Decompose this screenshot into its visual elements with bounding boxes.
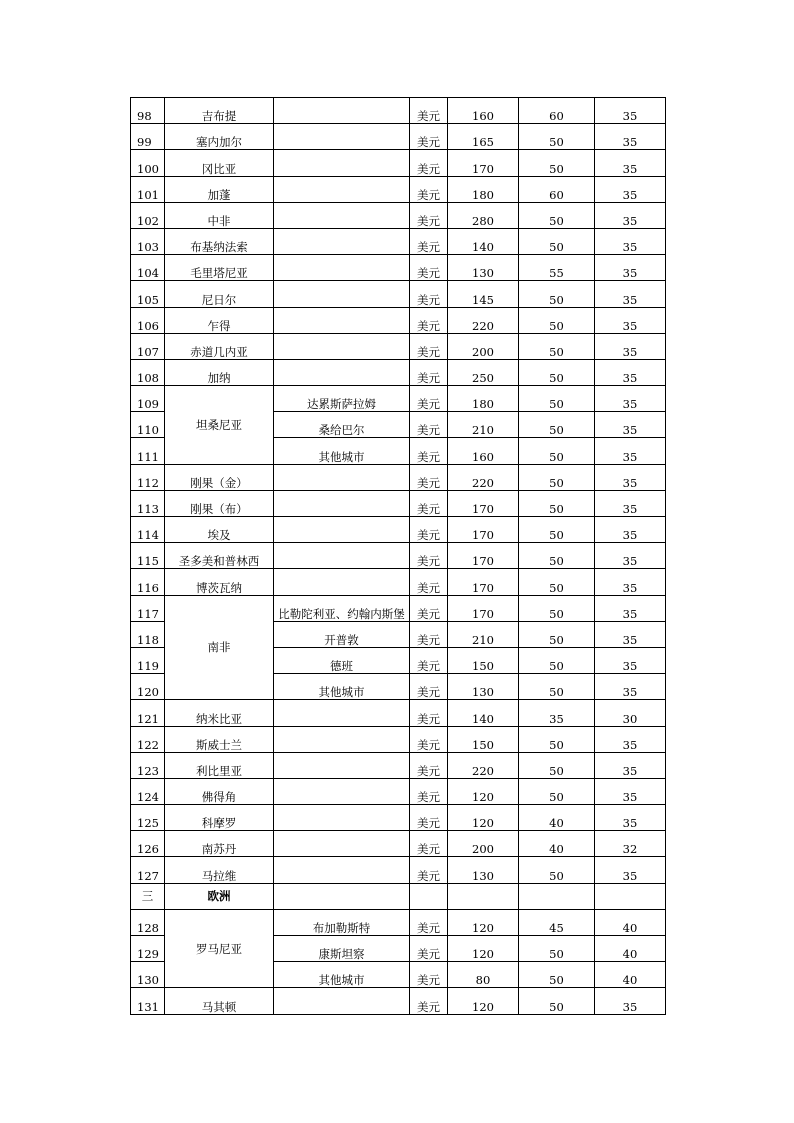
city-cell: [274, 281, 410, 307]
misc-allowance-cell: 32: [595, 831, 666, 857]
accommodation-cell: 120: [448, 909, 519, 935]
food-allowance-cell: 60: [519, 98, 595, 124]
table-row: [131, 98, 666, 124]
row-number-cell: 127: [131, 857, 165, 883]
row-number-cell: 118: [131, 621, 165, 647]
currency-cell: 美元: [410, 857, 448, 883]
accommodation-cell: 160: [448, 438, 519, 464]
city-cell: 其他城市: [274, 962, 410, 988]
city-cell: [274, 752, 410, 778]
city-cell: 德班: [274, 647, 410, 673]
country-cell: 博茨瓦纳: [165, 569, 274, 595]
country-cell: 利比里亚: [165, 752, 274, 778]
row-number-cell: 125: [131, 805, 165, 831]
country-cell: 圣多美和普林西: [165, 543, 274, 569]
food-allowance-cell: 50: [519, 333, 595, 359]
accommodation-cell: 120: [448, 805, 519, 831]
city-cell: [274, 490, 410, 516]
table-row: [131, 307, 666, 333]
country-cell: 赤道几内亚: [165, 333, 274, 359]
city-cell: 康斯坦察: [274, 936, 410, 962]
misc-allowance-cell: 35: [595, 98, 666, 124]
city-cell: [274, 98, 410, 124]
currency-cell: 美元: [410, 962, 448, 988]
row-number-cell: 120: [131, 674, 165, 700]
row-number-cell: 122: [131, 726, 165, 752]
table-row: [131, 909, 666, 935]
food-allowance-cell: 50: [519, 124, 595, 150]
currency-cell: 美元: [410, 517, 448, 543]
row-number-cell: 129: [131, 936, 165, 962]
city-cell: [274, 228, 410, 254]
country-cell: 南非: [165, 595, 274, 700]
row-number-cell: 106: [131, 307, 165, 333]
misc-allowance-cell: 40: [595, 962, 666, 988]
empty-cell: [274, 883, 410, 909]
misc-allowance-cell: 35: [595, 464, 666, 490]
empty-cell: [448, 883, 519, 909]
currency-cell: 美元: [410, 726, 448, 752]
misc-allowance-cell: 35: [595, 228, 666, 254]
country-cell: 塞内加尔: [165, 124, 274, 150]
country-cell: 纳米比亚: [165, 700, 274, 726]
food-allowance-cell: 50: [519, 386, 595, 412]
misc-allowance-cell: 35: [595, 857, 666, 883]
city-cell: [274, 857, 410, 883]
food-allowance-cell: 50: [519, 517, 595, 543]
currency-cell: 美元: [410, 621, 448, 647]
row-number-cell: 114: [131, 517, 165, 543]
misc-allowance-cell: 35: [595, 281, 666, 307]
row-number-cell: 113: [131, 490, 165, 516]
table-row: [131, 176, 666, 202]
currency-cell: 美元: [410, 438, 448, 464]
food-allowance-cell: 40: [519, 805, 595, 831]
food-allowance-cell: 55: [519, 255, 595, 281]
city-cell: 达累斯萨拉姆: [274, 386, 410, 412]
misc-allowance-cell: 35: [595, 202, 666, 228]
currency-cell: 美元: [410, 307, 448, 333]
currency-cell: 美元: [410, 281, 448, 307]
currency-cell: 美元: [410, 674, 448, 700]
accommodation-cell: 250: [448, 359, 519, 385]
country-cell: 冈比亚: [165, 150, 274, 176]
accommodation-cell: 170: [448, 150, 519, 176]
country-cell: 乍得: [165, 307, 274, 333]
table-row: [131, 752, 666, 778]
currency-cell: 美元: [410, 412, 448, 438]
food-allowance-cell: 50: [519, 857, 595, 883]
misc-allowance-cell: 35: [595, 438, 666, 464]
country-cell: 刚果（布）: [165, 490, 274, 516]
accommodation-cell: 180: [448, 176, 519, 202]
accommodation-cell: 220: [448, 752, 519, 778]
currency-cell: 美元: [410, 700, 448, 726]
food-allowance-cell: 50: [519, 438, 595, 464]
misc-allowance-cell: 35: [595, 359, 666, 385]
accommodation-cell: 180: [448, 386, 519, 412]
food-allowance-cell: 50: [519, 726, 595, 752]
city-cell: [274, 150, 410, 176]
food-allowance-cell: 50: [519, 202, 595, 228]
currency-cell: 美元: [410, 909, 448, 935]
currency-cell: 美元: [410, 176, 448, 202]
accommodation-cell: 120: [448, 778, 519, 804]
currency-cell: 美元: [410, 359, 448, 385]
country-cell: 吉布提: [165, 98, 274, 124]
misc-allowance-cell: 35: [595, 517, 666, 543]
accommodation-cell: 210: [448, 412, 519, 438]
city-cell: [274, 778, 410, 804]
city-cell: [274, 176, 410, 202]
food-allowance-cell: 50: [519, 464, 595, 490]
currency-cell: 美元: [410, 647, 448, 673]
currency-cell: 美元: [410, 569, 448, 595]
accommodation-cell: 220: [448, 464, 519, 490]
city-cell: [274, 805, 410, 831]
misc-allowance-cell: 35: [595, 255, 666, 281]
accommodation-cell: 210: [448, 621, 519, 647]
food-allowance-cell: 50: [519, 150, 595, 176]
row-number-cell: 100: [131, 150, 165, 176]
misc-allowance-cell: 30: [595, 700, 666, 726]
misc-allowance-cell: 35: [595, 386, 666, 412]
table-row: [131, 700, 666, 726]
accommodation-cell: 220: [448, 307, 519, 333]
currency-cell: 美元: [410, 778, 448, 804]
misc-allowance-cell: 40: [595, 936, 666, 962]
food-allowance-cell: 35: [519, 700, 595, 726]
city-cell: [274, 726, 410, 752]
country-cell: 加蓬: [165, 176, 274, 202]
table-row: [131, 831, 666, 857]
food-allowance-cell: 40: [519, 831, 595, 857]
currency-cell: 美元: [410, 386, 448, 412]
country-cell: 加纳: [165, 359, 274, 385]
table-row: [131, 281, 666, 307]
misc-allowance-cell: 35: [595, 621, 666, 647]
currency-cell: 美元: [410, 202, 448, 228]
table-row: [131, 857, 666, 883]
misc-allowance-cell: 35: [595, 124, 666, 150]
row-number-cell: 108: [131, 359, 165, 385]
currency-cell: 美元: [410, 255, 448, 281]
country-cell: 马拉维: [165, 857, 274, 883]
row-number-cell: 102: [131, 202, 165, 228]
accommodation-cell: 150: [448, 647, 519, 673]
table-row: [131, 202, 666, 228]
misc-allowance-cell: 35: [595, 569, 666, 595]
food-allowance-cell: 50: [519, 281, 595, 307]
currency-cell: 美元: [410, 98, 448, 124]
accommodation-cell: 120: [448, 936, 519, 962]
city-cell: 其他城市: [274, 438, 410, 464]
city-cell: [274, 307, 410, 333]
food-allowance-cell: 50: [519, 569, 595, 595]
city-cell: [274, 333, 410, 359]
city-cell: 其他城市: [274, 674, 410, 700]
accommodation-cell: 145: [448, 281, 519, 307]
city-cell: [274, 988, 410, 1014]
table-row: [131, 988, 666, 1014]
food-allowance-cell: 50: [519, 778, 595, 804]
food-allowance-cell: 50: [519, 359, 595, 385]
food-allowance-cell: 50: [519, 647, 595, 673]
table-row: [131, 150, 666, 176]
country-cell: 毛里塔尼亚: [165, 255, 274, 281]
food-allowance-cell: 50: [519, 228, 595, 254]
country-cell: 罗马尼亚: [165, 909, 274, 988]
city-cell: 比勒陀利亚、约翰内斯堡: [274, 595, 410, 621]
currency-cell: 美元: [410, 752, 448, 778]
row-number-cell: 98: [131, 98, 165, 124]
currency-cell: 美元: [410, 936, 448, 962]
misc-allowance-cell: 35: [595, 176, 666, 202]
city-cell: [274, 700, 410, 726]
misc-allowance-cell: 35: [595, 674, 666, 700]
city-cell: [274, 517, 410, 543]
food-allowance-cell: 50: [519, 752, 595, 778]
row-number-cell: 131: [131, 988, 165, 1014]
city-cell: [274, 569, 410, 595]
table-row: [131, 464, 666, 490]
accommodation-cell: 170: [448, 490, 519, 516]
row-number-cell: 103: [131, 228, 165, 254]
currency-cell: 美元: [410, 805, 448, 831]
city-cell: [274, 831, 410, 857]
country-cell: 科摩罗: [165, 805, 274, 831]
currency-cell: 美元: [410, 150, 448, 176]
row-number-cell: 116: [131, 569, 165, 595]
food-allowance-cell: 50: [519, 936, 595, 962]
empty-cell: [595, 883, 666, 909]
accommodation-cell: 200: [448, 831, 519, 857]
accommodation-cell: 130: [448, 255, 519, 281]
row-number-cell: 104: [131, 255, 165, 281]
food-allowance-cell: 50: [519, 988, 595, 1014]
row-number-cell: 107: [131, 333, 165, 359]
misc-allowance-cell: 35: [595, 595, 666, 621]
misc-allowance-cell: 35: [595, 150, 666, 176]
accommodation-cell: 160: [448, 98, 519, 124]
city-cell: [274, 359, 410, 385]
table-row: [131, 228, 666, 254]
row-number-cell: 117: [131, 595, 165, 621]
table-row: [131, 517, 666, 543]
row-number-cell: 105: [131, 281, 165, 307]
accommodation-cell: 130: [448, 857, 519, 883]
table-row: [131, 255, 666, 281]
currency-cell: 美元: [410, 490, 448, 516]
country-cell: 斯威士兰: [165, 726, 274, 752]
misc-allowance-cell: 35: [595, 490, 666, 516]
city-cell: [274, 202, 410, 228]
currency-cell: 美元: [410, 831, 448, 857]
misc-allowance-cell: 35: [595, 647, 666, 673]
currency-cell: 美元: [410, 228, 448, 254]
misc-allowance-cell: 35: [595, 778, 666, 804]
city-cell: [274, 124, 410, 150]
table-row: [131, 543, 666, 569]
table-row: [131, 805, 666, 831]
misc-allowance-cell: 35: [595, 333, 666, 359]
accommodation-cell: 150: [448, 726, 519, 752]
country-cell: 中非: [165, 202, 274, 228]
city-cell: [274, 464, 410, 490]
table-row: [131, 569, 666, 595]
row-number-cell: 110: [131, 412, 165, 438]
table-body: [131, 98, 666, 1015]
standards-table: [130, 97, 666, 1015]
country-cell: 尼日尔: [165, 281, 274, 307]
currency-cell: 美元: [410, 464, 448, 490]
accommodation-cell: 170: [448, 543, 519, 569]
food-allowance-cell: 50: [519, 962, 595, 988]
accommodation-cell: 140: [448, 700, 519, 726]
city-cell: 开普敦: [274, 621, 410, 647]
table-row: [131, 595, 666, 621]
table-row: [131, 386, 666, 412]
city-cell: [274, 255, 410, 281]
row-number-cell: 124: [131, 778, 165, 804]
currency-cell: 美元: [410, 543, 448, 569]
misc-allowance-cell: 35: [595, 988, 666, 1014]
row-number-cell: 121: [131, 700, 165, 726]
currency-cell: 美元: [410, 333, 448, 359]
row-number-cell: 115: [131, 543, 165, 569]
accommodation-cell: 140: [448, 228, 519, 254]
food-allowance-cell: 50: [519, 674, 595, 700]
accommodation-cell: 80: [448, 962, 519, 988]
table-row: [131, 359, 666, 385]
misc-allowance-cell: 40: [595, 909, 666, 935]
row-number-cell: 112: [131, 464, 165, 490]
table-row: [131, 778, 666, 804]
table-row: [131, 333, 666, 359]
country-cell: 南苏丹: [165, 831, 274, 857]
currency-cell: 美元: [410, 124, 448, 150]
misc-allowance-cell: 35: [595, 726, 666, 752]
accommodation-cell: 120: [448, 988, 519, 1014]
accommodation-cell: 200: [448, 333, 519, 359]
misc-allowance-cell: 35: [595, 543, 666, 569]
accommodation-cell: 170: [448, 595, 519, 621]
accommodation-cell: 170: [448, 517, 519, 543]
row-number-cell: 130: [131, 962, 165, 988]
country-cell: 埃及: [165, 517, 274, 543]
row-number-cell: 111: [131, 438, 165, 464]
empty-cell: [519, 883, 595, 909]
country-cell: 布基纳法索: [165, 228, 274, 254]
misc-allowance-cell: 35: [595, 307, 666, 333]
row-number-cell: 128: [131, 909, 165, 935]
country-cell: 刚果（金）: [165, 464, 274, 490]
country-cell: 佛得角: [165, 778, 274, 804]
country-cell: 马其顿: [165, 988, 274, 1014]
food-allowance-cell: 50: [519, 543, 595, 569]
misc-allowance-cell: 35: [595, 805, 666, 831]
empty-cell: [410, 883, 448, 909]
accommodation-cell: 130: [448, 674, 519, 700]
food-allowance-cell: 50: [519, 621, 595, 647]
table-row: [131, 124, 666, 150]
table-row: [131, 490, 666, 516]
food-allowance-cell: 60: [519, 176, 595, 202]
currency-cell: 美元: [410, 988, 448, 1014]
row-number-cell: 119: [131, 647, 165, 673]
section-row: [131, 883, 666, 909]
food-allowance-cell: 50: [519, 412, 595, 438]
country-cell: 坦桑尼亚: [165, 386, 274, 465]
row-number-cell: 99: [131, 124, 165, 150]
food-allowance-cell: 45: [519, 909, 595, 935]
misc-allowance-cell: 35: [595, 412, 666, 438]
city-cell: [274, 543, 410, 569]
section-title-cell: 欧洲: [165, 883, 274, 909]
row-number-cell: 109: [131, 386, 165, 412]
accommodation-cell: 165: [448, 124, 519, 150]
currency-cell: 美元: [410, 595, 448, 621]
section-number-cell: 三: [131, 883, 165, 909]
accommodation-cell: 170: [448, 569, 519, 595]
food-allowance-cell: 50: [519, 595, 595, 621]
city-cell: 桑给巴尔: [274, 412, 410, 438]
city-cell: 布加勒斯特: [274, 909, 410, 935]
food-allowance-cell: 50: [519, 307, 595, 333]
row-number-cell: 101: [131, 176, 165, 202]
accommodation-cell: 280: [448, 202, 519, 228]
row-number-cell: 126: [131, 831, 165, 857]
row-number-cell: 123: [131, 752, 165, 778]
food-allowance-cell: 50: [519, 490, 595, 516]
misc-allowance-cell: 35: [595, 752, 666, 778]
table-row: [131, 726, 666, 752]
